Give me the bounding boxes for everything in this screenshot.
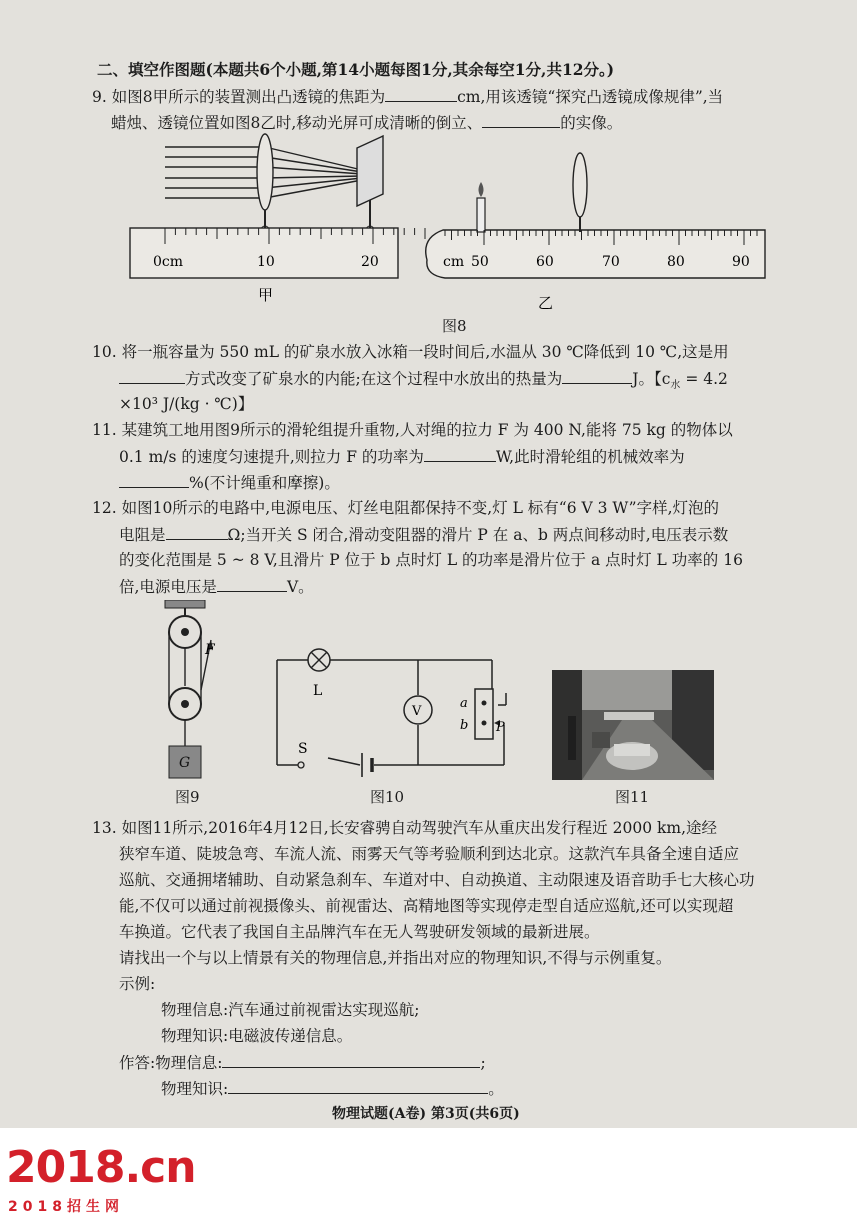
ruler-left-tick-0: 0cm <box>153 254 184 270</box>
q10-blank1[interactable] <box>119 368 185 384</box>
ruler-left-tick-10: 10 <box>257 254 275 270</box>
q13-answer-info-blank[interactable] <box>222 1052 480 1068</box>
q13-answer-knowledge: 物理知识: 。 <box>161 1080 504 1098</box>
switch <box>298 762 304 768</box>
figure-11-caption: 图11 <box>615 788 650 806</box>
q10-line1: 10. 将一瓶容量为 550 mL 的矿泉水放入冰箱一段时间后,水温从 30 ℃降低到 10 ℃,这是用 <box>92 343 729 361</box>
bench-tick-90: 90 <box>732 254 750 270</box>
q13-example-label: 示例: <box>119 975 156 993</box>
watermark-brand: 2018.cn <box>6 1142 196 1193</box>
bench-tick-50: 50 <box>471 254 489 270</box>
slider-p-label: P <box>496 720 505 735</box>
q9-blank1[interactable] <box>385 86 457 102</box>
bench-tick-70: 70 <box>602 254 620 270</box>
q13-line6: 请找出一个与以上情景有关的物理信息,并指出对应的物理知识,不得与示例重复。 <box>119 949 672 967</box>
q13-line1: 13. 如图11所示,2016年4月12日,长安睿骋自动驾驶汽车从重庆出发行程近 2000 km,途经 <box>92 819 718 837</box>
ruler-left <box>130 228 398 278</box>
q9-line2: 蜡烛、透镜位置如图8乙时,移动光屏可成清晰的倒立、 的实像。 <box>111 114 623 132</box>
q13-example-knowledge: 物理知识:电磁波传递信息。 <box>161 1027 353 1045</box>
q13-answer-knowledge-blank[interactable] <box>228 1078 488 1094</box>
figure-9-caption: 图9 <box>175 788 200 806</box>
watermark-sub: 2018招生网 <box>8 1199 124 1215</box>
q11-line1: 11. 某建筑工地用图9所示的滑轮组提升重物,人对绳的拉力 F 为 400 N,能将 75 kg 的物体以 <box>92 421 733 439</box>
bench-tick-80: 80 <box>667 254 685 270</box>
convex-lens-left <box>257 134 273 210</box>
q11-blank2[interactable] <box>119 472 189 488</box>
figure-8-caption: 图8 <box>442 317 467 335</box>
page-footer: 物理试题(A卷) 第3页(共6页) <box>332 1106 520 1122</box>
q10-blank2[interactable] <box>562 368 632 384</box>
weight-label: G <box>179 755 191 771</box>
site-watermark <box>0 1140 200 1221</box>
section-title: 二、填空作图题(本题共6个小题,第14小题每图1分,其余每空1分,共12分。) <box>97 60 615 79</box>
switch-label: S <box>298 741 308 757</box>
figure-10-caption: 图10 <box>370 788 405 806</box>
figure-8-right-label: 乙 <box>538 294 554 312</box>
figure-10 <box>270 645 510 780</box>
q13-line4: 能,不仅可以通过前视摄像头、前视雷达、高精地图等实现停走型自适应巡航,还可以实现超 <box>119 897 734 915</box>
point-a-label: a <box>460 696 468 711</box>
q10-line2: 方式改变了矿泉水的内能;在这个过程中水放出的热量为 J。【$c_水 = 4.2$ <box>119 368 728 396</box>
q10-line3: ×10³ J/(kg · ℃)】 <box>119 395 254 413</box>
figure-8 <box>125 130 775 320</box>
convex-lens-right <box>573 153 587 217</box>
q12-line1: 12. 如图10所示的电路中,电源电压、灯丝电阻都保持不变,灯 L 标有“6 V 3 W”字样,灯泡的 <box>92 499 719 517</box>
q12-line3: 的变化范围是 5 ~ 8 V,且滑片 P 位于 b 点时灯 L 的功率是滑片位于 a 点时灯 L 功率的 16 <box>119 551 743 569</box>
q13-line3: 巡航、交通拥堵辅助、自动紧急刹车、车道对中、自动换道、主动限速及语音助手七大核心功 <box>119 871 755 889</box>
q13-example-info: 物理信息:汽车通过前视雷达实现巡航; <box>161 1001 420 1019</box>
bench-tick-60: 60 <box>536 254 554 270</box>
q12-blank2[interactable] <box>217 576 287 592</box>
figure-9 <box>155 600 225 782</box>
q12-blank1[interactable] <box>166 524 228 540</box>
figure-8-left-label: 甲 <box>258 286 274 304</box>
ceiling <box>165 600 205 608</box>
q12-line4: 倍,电源电压是 V。 <box>119 578 314 596</box>
bench-tick-cm: cm <box>443 254 465 270</box>
rheostat <box>475 689 493 739</box>
q9-blank2[interactable] <box>482 112 560 128</box>
candle <box>477 198 485 232</box>
candle-flame <box>479 182 484 197</box>
q11-line2: 0.1 m/s 的速度匀速提升,则拉力 F 的功率为 W,此时滑轮组的机械效率为 <box>119 448 685 466</box>
light-screen <box>357 136 383 206</box>
lamp-label: L <box>313 683 323 699</box>
q9-line1: 9. 如图8甲所示的装置测出凸透镜的焦距为 cm,用该透镜“探究凸透镜成像规律”,当 <box>92 88 724 106</box>
voltmeter-label: V <box>412 704 422 719</box>
q11-line3: %(不计绳重和摩擦)。 <box>119 472 340 493</box>
figure-11-photo <box>552 670 714 780</box>
q11-blank1[interactable] <box>424 446 496 462</box>
force-label: F <box>205 642 215 658</box>
q13-line2: 狭窄车道、陡坡急弯、车流人流、雨雾天气等考验顺利到达北京。这款汽车具备全速自适应 <box>119 845 740 863</box>
q13-answer-info: 作答:物理信息: ; <box>119 1054 486 1072</box>
q13-line5: 车换道。它代表了我国自主品牌汽车在无人驾驶研发领域的最新进展。 <box>119 923 600 941</box>
ruler-left-tick-20: 20 <box>361 254 379 270</box>
point-b-label: b <box>460 718 469 733</box>
q12-line2: 电阻是 Ω;当开关 S 闭合,滑动变阻器的滑片 P 在 a、b 两点间移动时,电压表示数 <box>119 526 729 544</box>
